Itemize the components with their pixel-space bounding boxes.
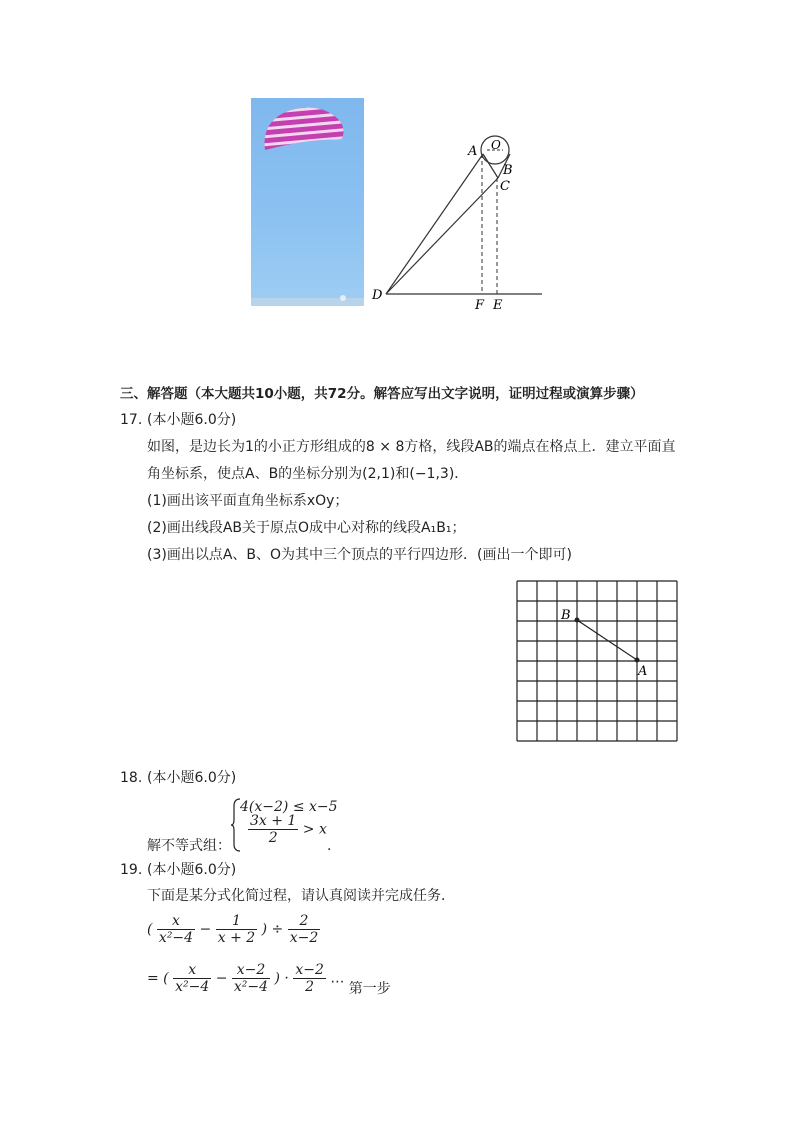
q18-fraction: [248, 813, 298, 846]
grid-label-a: A: [638, 664, 648, 679]
q19-step1-frac-1: $\frac{x}{\text{x²−4}}$: [175, 962, 210, 995]
q18-fraction-num: 3x + 1: [250, 813, 297, 829]
q18-prompt: 解不等式组：: [147, 838, 231, 854]
grid-8x8: [515, 579, 679, 743]
q19-frac-3: $\frac{2}{x-2}$: [289, 913, 319, 946]
geometry-figure: [370, 134, 550, 314]
label-d: D: [372, 288, 383, 303]
section-header: 三、解答题（本大题共10小题，共72分。解答应写出文字说明，证明过程或演算步骤）: [120, 386, 644, 402]
label-c: C: [500, 179, 510, 194]
q18-inequality-1: 4(x−2) ≤ x−5: [240, 799, 338, 815]
q19-number: 19.: [120, 862, 143, 878]
q19-frac-1: $\frac{x}{\text{x²−4}}$: [158, 913, 194, 946]
segment-ac: [483, 154, 498, 178]
q17-part3: (3)画出以点A、B、O为其中三个顶点的平行四边形．(画出一个即可): [147, 547, 572, 563]
grid-label-b: B: [561, 608, 571, 623]
q19-intro: 下面是某分式化简过程，请认真阅读并完成任务．: [147, 888, 455, 904]
q19-step1: = ( $\frac{x}{\text{x²−4}}$ − $\frac{x-2}{\text{x²−4}}$ ) · $\frac{x-2}{2}$ … 第一步: [147, 962, 391, 997]
point-a: [635, 658, 640, 663]
q18-score: (本小题6.0分): [147, 770, 237, 786]
q19-step1-frac-2: $\frac{x-2}{\text{x²−4}}$: [233, 962, 269, 995]
label-e: E: [493, 298, 503, 313]
label-b: B: [503, 163, 513, 178]
segment-ab: [577, 620, 637, 660]
q17-part1: (1)画出该平面直角坐标系xOy；: [147, 493, 349, 509]
point-b: [575, 618, 580, 623]
q19-score: (本小题6.0分): [147, 862, 237, 878]
q18-period: .: [327, 838, 332, 854]
q18-fraction-den: 2: [268, 830, 278, 846]
label-f: F: [475, 298, 485, 313]
q17-text-line1: 如图，是边长为1的小正方形组成的8 × 8方格，线段AB的端点在格点上．建立平面直: [147, 439, 676, 455]
q17-text-line2: 角坐标系，使点A、B的坐标分别为(2,1)和(−1,3)．: [147, 466, 469, 482]
q17-score: (本小题6.0分): [147, 412, 237, 428]
label-a: A: [468, 144, 478, 159]
parachute-photo: [251, 98, 364, 306]
q17-part2: (2)画出线段AB关于原点O成中心对称的线段A₁B₁；: [147, 520, 466, 536]
segment-dc: [386, 178, 498, 294]
q19-step1-label: 第一步: [348, 980, 391, 997]
segment-da: [386, 154, 483, 294]
q17-number: 17.: [120, 412, 143, 428]
label-o: O: [491, 138, 501, 152]
q18-inequality-2: [248, 813, 327, 846]
q19-step1-frac-3: $\frac{x-2}{2}$: [295, 962, 324, 995]
q18-ineq2-rest: > x: [302, 821, 327, 838]
q19-frac-2: $\frac{1}{x + 2}$: [217, 913, 256, 946]
q18-number: 18.: [120, 770, 143, 786]
q19-expression: ( $\frac{x}{\text{x²−4}}$ − $\frac{1}{x + 2}$ ) ÷ $\frac{2}{x-2}$: [147, 913, 319, 946]
